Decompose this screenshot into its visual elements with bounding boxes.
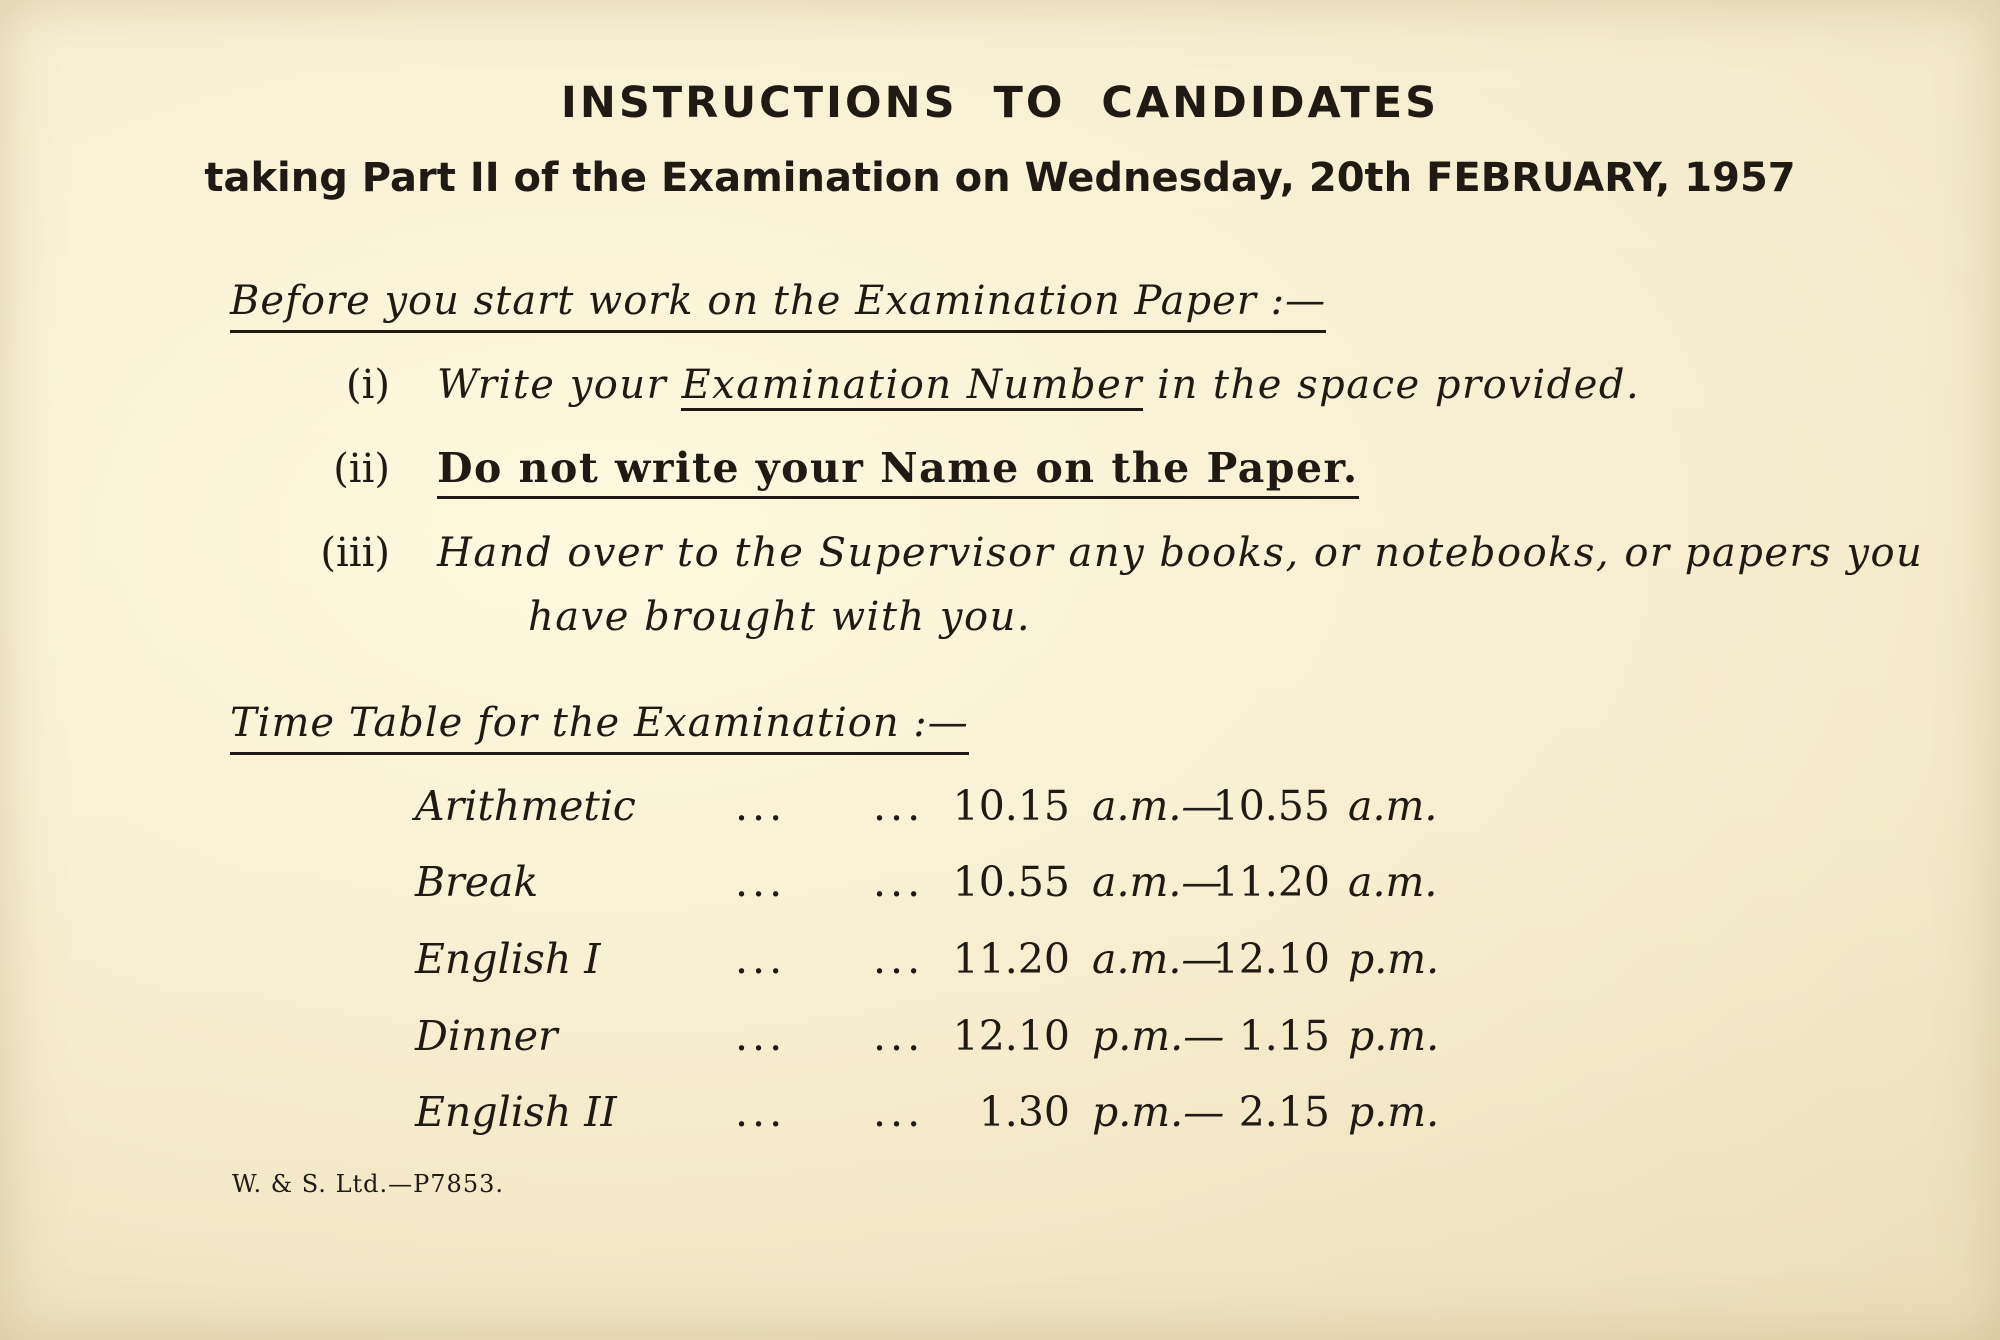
instruction-text-line2: have brought with you. — [528, 594, 1032, 640]
leader-dots: ... — [873, 782, 925, 830]
timetable-row — [0, 935, 2000, 995]
leader-dots: ... — [735, 782, 787, 830]
leader-dots: ... — [873, 1088, 925, 1136]
start-time: 12.10 — [952, 1012, 1070, 1060]
end-unit: a.m. — [1348, 782, 1438, 830]
timetable-row — [0, 858, 2000, 918]
start-time: 10.55 — [952, 858, 1070, 906]
start-unit: a.m.— — [1092, 782, 1223, 830]
start-unit: p.m.— — [1092, 1012, 1225, 1060]
instruction-item-2 — [0, 446, 2000, 510]
end-time: 1.15 — [1238, 1012, 1330, 1060]
start-unit: a.m.— — [1092, 935, 1223, 983]
instruction-number: (i) — [345, 362, 390, 408]
timetable-subject: Dinner — [415, 1012, 558, 1060]
leader-dots: ... — [873, 935, 925, 983]
instruction-number: (ii) — [333, 446, 390, 492]
printer-mark: W. & S. Ltd.—P7853. — [232, 1170, 504, 1198]
timetable-subject: English I — [415, 935, 601, 983]
leader-dots: ... — [873, 1012, 925, 1060]
leader-dots: ... — [735, 1012, 787, 1060]
instruction-text-underlined: Examination Number — [681, 362, 1142, 411]
leader-dots: ... — [735, 1088, 787, 1136]
timetable-subject: English II — [415, 1088, 617, 1136]
timetable-row — [0, 1088, 2000, 1148]
timetable-subject: Break — [415, 858, 539, 906]
end-unit: p.m. — [1348, 1012, 1440, 1060]
end-time: 2.15 — [1238, 1088, 1330, 1136]
end-unit: p.m. — [1348, 1088, 1440, 1136]
start-unit: a.m.— — [1092, 858, 1223, 906]
instruction-text-bold: Do not write your Name on the Paper. — [437, 444, 1359, 499]
instruction-item-3 — [0, 530, 2000, 650]
page-title: INSTRUCTIONS TO CANDIDATES — [560, 78, 1440, 128]
end-time: 12.10 — [1212, 935, 1330, 983]
end-time: 11.20 — [1212, 858, 1330, 906]
timetable-row — [0, 1012, 2000, 1072]
start-time: 11.20 — [952, 935, 1070, 983]
instruction-number: (iii) — [320, 530, 390, 576]
page-subtitle: taking Part II of the Examination on Wednesday, 20th FEBRUARY, 1957 — [204, 155, 1796, 201]
instruction-text-pre: Write your — [437, 362, 668, 408]
timetable-subject: Arithmetic — [415, 782, 636, 830]
leader-dots: ... — [735, 935, 787, 983]
timetable-heading: Time Table for the Examination :— — [230, 700, 969, 755]
leader-dots: ... — [735, 858, 787, 906]
leader-dots: ... — [873, 858, 925, 906]
before-start-heading: Before you start work on the Examination Paper :— — [230, 278, 1326, 333]
instruction-text — [437, 362, 1640, 408]
start-unit: p.m.— — [1092, 1088, 1225, 1136]
instruction-text-line1: Hand over to the Supervisor any books, or notebooks, or papers you — [437, 530, 1924, 576]
timetable-row — [0, 782, 2000, 842]
end-time: 10.55 — [1212, 782, 1330, 830]
start-time: 10.15 — [952, 782, 1070, 830]
end-unit: p.m. — [1348, 935, 1440, 983]
end-unit: a.m. — [1348, 858, 1438, 906]
start-time: 1.30 — [978, 1088, 1070, 1136]
instruction-text-post: in the space provided. — [1157, 362, 1641, 408]
instruction-item-1 — [0, 362, 2000, 422]
